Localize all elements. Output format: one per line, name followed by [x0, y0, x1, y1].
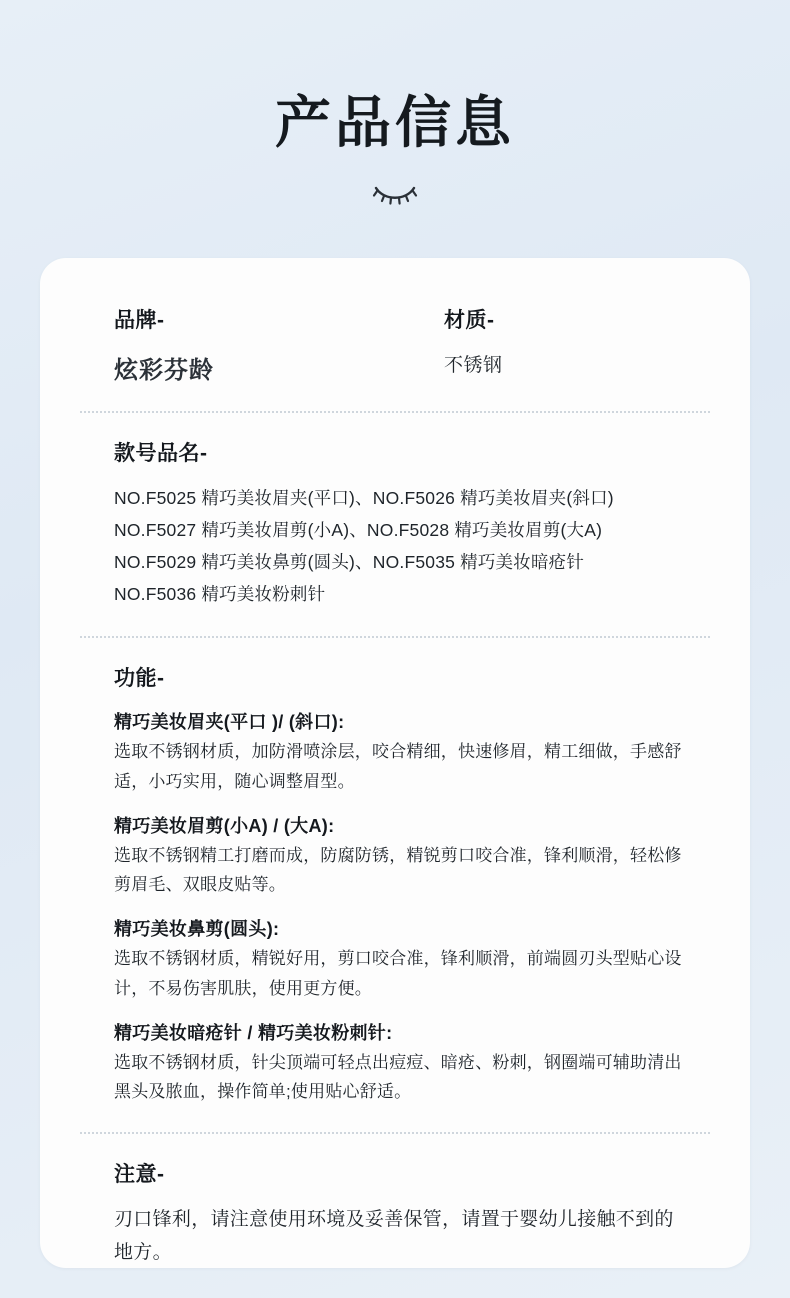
functions-block — [72, 662, 718, 1106]
divider-2 — [80, 636, 710, 638]
function-item — [114, 708, 688, 795]
function-title: 精巧美妆鼻剪(圆头): — [114, 919, 280, 940]
brand-block — [114, 304, 444, 385]
function-body: 选取不锈钢材质，精锐好用，剪口咬合准，锋利顺滑，前端圆刃头型贴心设计，不易伤害肌肤，使用更方便。 — [114, 949, 682, 998]
page-header — [0, 0, 790, 212]
model-line: NO.F5029 精巧美妆鼻剪(圆头)、NO.F5035 精巧美妆暗疮针 — [114, 551, 585, 572]
models-block — [72, 437, 718, 610]
function-title: 精巧美妆眉剪(小A) / (大A): — [114, 815, 335, 836]
material-label: 材质- — [444, 309, 495, 332]
models-label: 款号品名- — [114, 442, 208, 465]
page-title: 产品信息 — [275, 91, 515, 154]
function-item — [114, 812, 688, 899]
function-body: 选取不锈钢精工打磨而成，防腐防锈，精锐剪口咬合准，锋利顺滑，轻松修剪眉毛、双眼皮贴等。 — [114, 845, 682, 895]
function-item — [114, 915, 688, 1002]
brand-label: 品牌- — [114, 309, 165, 332]
function-body: 选取不锈钢材质，加防滑喷涂层，咬合精细，快速修眉，精工细做，手感舒适，小巧实用，随心调整眉型。 — [114, 742, 682, 791]
function-title: 精巧美妆暗疮针 / 精巧美妆粉刺针: — [114, 1022, 393, 1043]
functions-label: 功能- — [114, 667, 165, 691]
notice-block — [72, 1158, 718, 1269]
brand-material-row — [72, 304, 718, 385]
divider-3 — [80, 1132, 710, 1134]
brand-value: 炫彩芬龄 — [114, 357, 214, 384]
model-line: NO.F5025 精巧美妆眉夹(平口)、NO.F5026 精巧美妆眉夹(斜口) — [114, 488, 614, 508]
function-title: 精巧美妆眉夹(平口 )/ (斜口): — [114, 712, 345, 733]
product-info-card — [40, 258, 750, 1268]
model-line: NO.F5027 精巧美妆眉剪(小A)、NO.F5028 精巧美妆眉剪(大A) — [114, 519, 603, 540]
material-value: 不锈钢 — [444, 355, 503, 376]
ornament — [0, 184, 790, 212]
model-line: NO.F5036 精巧美妆粉刺针 — [114, 583, 326, 604]
divider-1 — [80, 411, 710, 413]
function-item — [114, 1019, 688, 1106]
notice-body: 刃口锋利，请注意使用环境及妥善保管，请置于婴幼儿接触不到的地方。 — [114, 1209, 674, 1263]
material-block — [444, 304, 680, 377]
function-body: 选取不锈钢材质，针尖顶端可轻点出痘痘、暗疮、粉刺，钢圈端可辅助清出黑头及脓血，操作简单;使用贴心舒适。 — [114, 1052, 682, 1102]
notice-label: 注意- — [114, 1163, 165, 1187]
eyelash-icon — [372, 183, 418, 212]
